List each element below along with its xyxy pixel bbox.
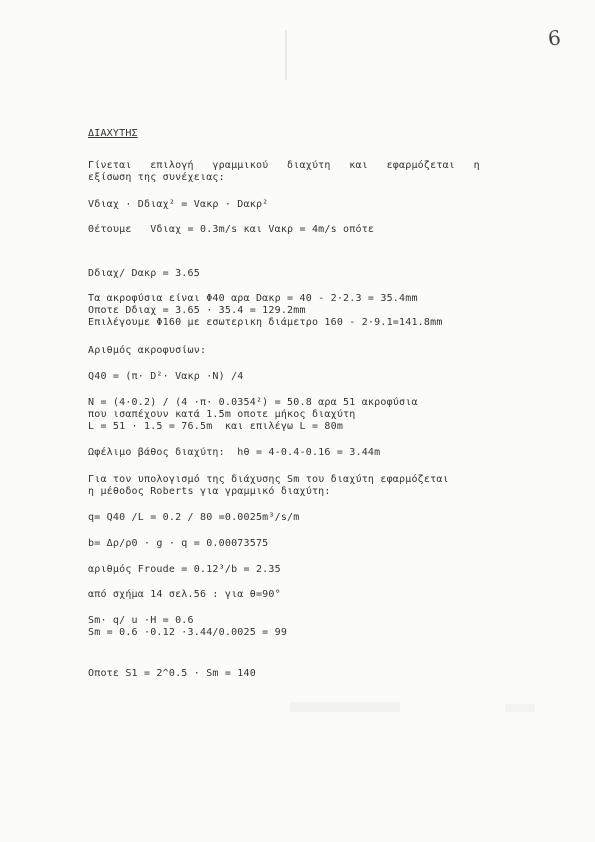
page-number: 6 <box>546 25 562 51</box>
equation-n: N = (4·0.2) / (4 ·π· 0.0354²) = 50.8 αρα 51 ακροφύσια <box>88 397 418 408</box>
text-line-1: Γίνεται επιλογή γραμμικού διαχύτη και εφαρμόζεται η <box>88 160 480 171</box>
equation-continuity: Vδιαχ · Dδιαχ² = Vακρ · Dακρ² <box>88 199 269 210</box>
equation-length: L = 51 · 1.5 = 76.5m και επιλέγω L = 80m <box>88 421 344 432</box>
text-line-velocities: Θέτουμε Vδιαχ = 0.3m/s και Vακρ = 4m/s οπότε <box>88 224 375 235</box>
equation-froude: αριθμός Froude = 0.12³/b = 2.35 <box>88 564 281 575</box>
text-line-diameter: Οποτε Dδιαχ = 3.65 · 35.4 = 129.2mm <box>88 305 306 316</box>
text-line-dilution-2: η μέθοδος Roberts για γραμμικό διαχύτη: <box>88 486 331 497</box>
text-line-figure: από σχήμα 14 σελ.56 : για θ=90° <box>88 589 281 600</box>
equation-flow: Q40 = (π· D²· Vακρ ·N) /4 <box>88 371 244 382</box>
text-line-nozzles: Τα ακροφύσια είναι Φ40 αρα Dακρ = 40 - 2·2.3 = 35.4mm <box>88 293 418 304</box>
text-line-dilution-1: Για τον υπολογισμό της διάχυσης Sm του διαχύτη εφαρμόζεται <box>88 474 449 485</box>
text-line-nozzle-count-title: Αριθμός ακροφυσίων: <box>88 345 207 356</box>
text-line-spacing: που ισαπέχουν κατά 1.5m οποτε μήκος διαχύτη <box>88 409 356 420</box>
equation-sm: Sm = 0.6 ·0.12 ·3.44/0.0025 = 99 <box>88 627 288 638</box>
scan-artifact <box>290 702 400 712</box>
equation-q: q= Q40 /L = 0.2 / 80 =0.0025m³/s/m <box>88 512 300 523</box>
equation-b: b= Δρ/ρ0 · g · q = 0.00073575 <box>88 538 269 549</box>
equation-sm-ratio: Sm· q/ u ·H = 0.6 <box>88 615 194 626</box>
section-heading: ΔΙΑΧΥΤΗΣ <box>88 128 138 139</box>
text-line-selection: Επιλέγουμε Φ160 με εσωτερικη διάμετρο 160 - 2·9.1=141.8mm <box>88 317 443 328</box>
equation-ratio: Dδιαχ/ Dακρ = 3.65 <box>88 268 200 279</box>
scan-artifact <box>285 30 287 80</box>
equation-s1: Οποτε S1 = 2^0.5 · Sm = 140 <box>88 668 256 679</box>
text-line-depth: Ωφέλιμο βάθος διαχύτη: hθ = 4-0.4-0.16 = 3.44m <box>88 447 381 458</box>
scan-artifact <box>505 704 535 712</box>
text-line-2: εξίσωση της συνέχειας: <box>88 172 225 183</box>
